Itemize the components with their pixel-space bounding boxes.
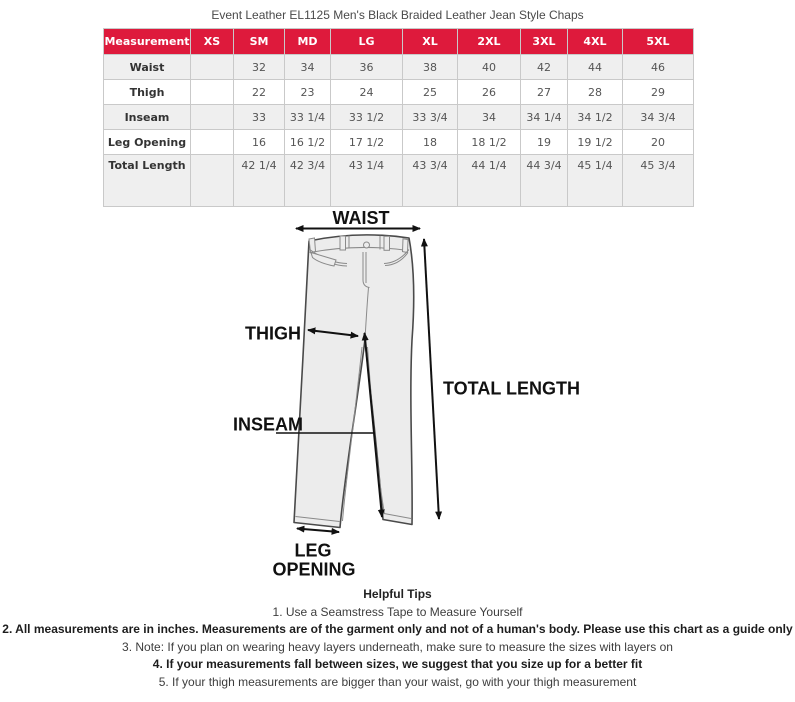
waist-button [364, 242, 370, 248]
measurement-value: 16 [234, 130, 285, 155]
helpful-tips-section [0, 588, 795, 689]
column-header-md: MD [285, 29, 331, 55]
column-header-5xl: 5XL [623, 29, 694, 55]
measurement-value: 46 [623, 55, 694, 80]
measurement-value: 42 1/4 [234, 155, 285, 207]
tip-item-4: 4. If your measurements fall between sizes, we suggest that you size up for a better fit [152, 657, 643, 672]
measurement-value: 34 1/2 [568, 105, 623, 130]
tips-title: Helpful Tips [363, 587, 432, 601]
measurement-value: 45 3/4 [623, 155, 694, 207]
measurement-value: 33 1/2 [331, 105, 403, 130]
leg-opening-arrow [297, 529, 339, 533]
measurement-value: 23 [285, 80, 331, 105]
measurement-value: 33 3/4 [403, 105, 458, 130]
waist-label: WAIST [332, 208, 390, 228]
measurement-value: 29 [623, 80, 694, 105]
belt-loop [384, 236, 390, 250]
belt-loop [340, 236, 346, 250]
pants-outline [294, 235, 414, 528]
leg-opening-label-line2: OPENING [272, 559, 356, 580]
measurement-value: 34 1/4 [521, 105, 568, 130]
tip-item-5: 5. If your thigh measurements are bigger than your waist, go with your thigh measurement [158, 674, 637, 689]
inseam-label: INSEAM [233, 414, 304, 435]
measurement-value: 34 [458, 105, 521, 130]
column-header-sm: SM [234, 29, 285, 55]
measurement-value: 18 1/2 [458, 130, 521, 155]
measurement-value: 38 [403, 55, 458, 80]
row-label: Inseam [104, 105, 191, 130]
tip-item-1: 1. Use a Seamstress Tape to Measure Yourself [272, 604, 523, 619]
measurement-value: 24 [331, 80, 403, 105]
measurement-value: 33 1/4 [285, 105, 331, 130]
total-length-label: TOTAL LENGTH [443, 378, 580, 399]
column-header-measurement: Measurement [104, 29, 191, 55]
measurement-value: 45 1/4 [568, 155, 623, 207]
measurement-value: 28 [568, 80, 623, 105]
measurement-value: 27 [521, 80, 568, 105]
column-header-xs: XS [191, 29, 234, 55]
measurement-value: 44 1/4 [458, 155, 521, 207]
measurement-value: 43 3/4 [403, 155, 458, 207]
page-title: Event Leather EL1125 Men's Black Braided Leather Jean Style Chaps [211, 8, 584, 22]
belt-loop [309, 238, 316, 253]
measurement-value: 26 [458, 80, 521, 105]
leg-opening-label-line1: LEG [294, 540, 332, 561]
thigh-label: THIGH [245, 323, 301, 344]
column-header-lg: LG [331, 29, 403, 55]
measurement-value: 20 [623, 130, 694, 155]
belt-loop [403, 239, 409, 253]
measurement-value: 25 [403, 80, 458, 105]
measurement-value: 33 [234, 105, 285, 130]
column-header-3xl: 3XL [521, 29, 568, 55]
row-label: Waist [104, 55, 191, 80]
measurement-value: 19 [521, 130, 568, 155]
measurement-value: 44 [568, 55, 623, 80]
measurement-value: 42 3/4 [285, 155, 331, 207]
measurement-value: 32 [234, 55, 285, 80]
measurement-value: 40 [458, 55, 521, 80]
measurement-value: 44 3/4 [521, 155, 568, 207]
tip-item-2: 2. All measurements are in inches. Measurements are of the garment only and not of a human's body. Please use this chart as a guide only [2, 622, 793, 637]
row-label: Leg Opening [104, 130, 191, 155]
row-label: Total Length [104, 155, 191, 207]
measurement-value: 34 3/4 [623, 105, 694, 130]
measurement-value: 17 1/2 [331, 130, 403, 155]
measurement-value: 22 [234, 80, 285, 105]
row-label: Thigh [104, 80, 191, 105]
measurement-value: 16 1/2 [285, 130, 331, 155]
measurement-value: 43 1/4 [331, 155, 403, 207]
measurement-value: 18 [403, 130, 458, 155]
measurement-value: 34 [285, 55, 331, 80]
measurement-value: 36 [331, 55, 403, 80]
column-header-xl: XL [403, 29, 458, 55]
tip-item-3: 3. Note: If you plan on wearing heavy layers underneath, make sure to measure the sizes with layers on [122, 639, 673, 654]
column-header-4xl: 4XL [568, 29, 623, 55]
measurement-value: 42 [521, 55, 568, 80]
measurement-value: 19 1/2 [568, 130, 623, 155]
column-header-2xl: 2XL [458, 29, 521, 55]
total-length-arrow [424, 239, 439, 519]
